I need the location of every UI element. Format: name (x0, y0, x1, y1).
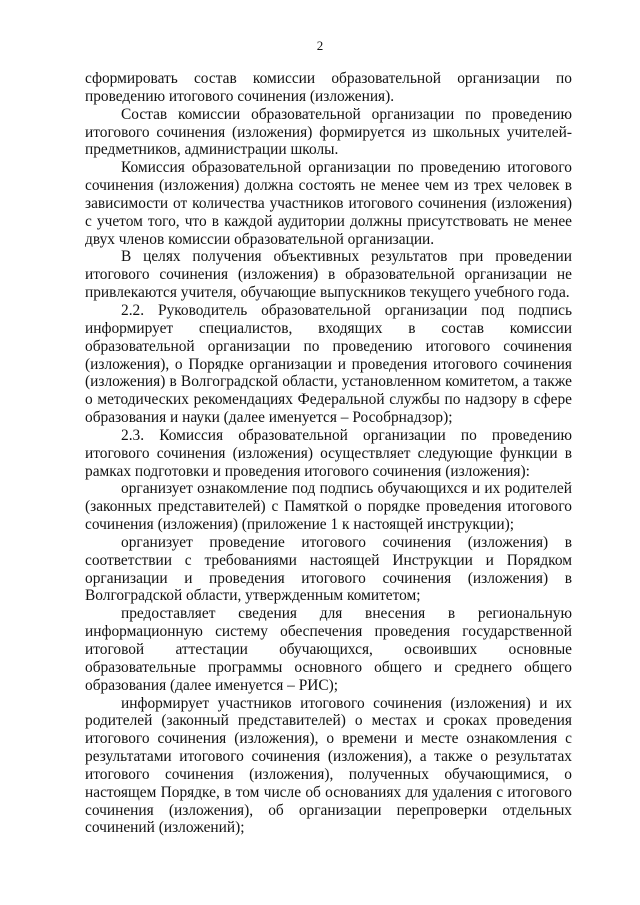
paragraph-commission-composition: Состав комиссии образовательной организации по проведению итогового сочинения (изложения) формируется из школьных учителей-предметников, администрации школы. (85, 105, 572, 159)
paragraph-function-ris: предоставляет сведения для внесения в региональную информационную систему обеспечения проведения государственной итоговой аттестации обучающихся, освоивших основные образовательные программы основного общего и среднего общего образования (далее именуется – РИС); (85, 605, 572, 694)
paragraph-function-informing: информирует участников итогового сочинения (изложения) и их родителей (законный представителей) о местах и сроках проведения итогового сочинения (изложения), о времени и месте ознакомления с результатами итогового сочинения (изложения), а также о результатах итогового сочинения (изложения), полученных обучающимися, о настоящем Порядке, в том числе об основаниях для удаления с итогового сочинения (изложения), об организации перепроверки отдельных сочинений (изложений); (85, 694, 572, 837)
paragraph-function-organization: организует проведение итогового сочинения (изложения) в соответствии с требованиями настоящей Инструкции и Порядком организации и проведения итогового сочинения (изложения) в Волгоградской области, утвержденным комитетом; (85, 533, 572, 605)
page-number: 2 (316, 38, 324, 53)
paragraph-2-2: 2.2. Руководитель образовательной организации под подпись информирует специалистов, входящих в состав комиссии образовательной организации по проведению итогового сочинения (изложения), о Порядке организации и проведения итогового сочинения (изложения) в Волгоградской области, установленном комитетом, а также о методических рекомендациях Федеральной службы по надзору в сфере образования и науки (далее именуется – Рособрнадзор); (85, 301, 572, 427)
paragraph-objective-results: В целях получения объективных результатов при проведении итогового сочинения (изложения) в образовательной организации не привлекаются учителя, обучающие выпускников текущего учебного года. (85, 248, 572, 302)
document-body (85, 70, 572, 837)
paragraph-continuation: сформировать состав комиссии образовательной организации по проведению итогового сочинения (изложения). (85, 70, 572, 105)
paragraph-function-familiarization: организует ознакомление под подпись обучающихся и их родителей (законных представителей) с Памяткой о порядке проведения итогового сочинения (изложения) (приложение 1 к настоящей инструкции); (85, 480, 572, 534)
paragraph-2-3: 2.3. Комиссия образовательной организации по проведению итогового сочинения (изложения) осуществляет следующие функции в рамках подготовки и проведения итогового сочинения (изложения): (85, 426, 572, 480)
paragraph-commission-size: Комиссия образовательной организации по проведению итогового сочинения (изложения) должна состоять не менее чем из трех человек в зависимости от количества участников итогового сочинения (изложения) с учетом того, что в каждой аудитории должны присутствовать не менее двух членов комиссии образовательной организации. (85, 159, 572, 248)
